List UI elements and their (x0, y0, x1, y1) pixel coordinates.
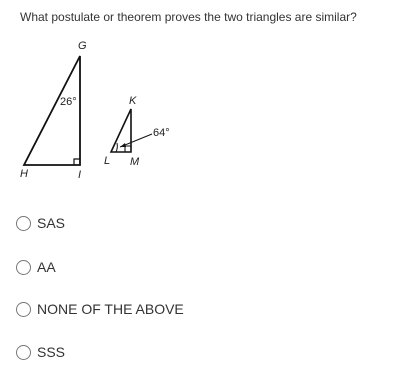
angle-label-g: 26° (60, 96, 77, 108)
radio-none-of-the-above[interactable] (16, 302, 31, 317)
radio-sss[interactable] (16, 345, 31, 360)
vertex-label-l: L (104, 155, 111, 167)
vertex-label-m: M (130, 156, 140, 168)
choice-aa[interactable] (16, 257, 56, 277)
small-triangle (104, 95, 170, 168)
large-triangle (20, 40, 87, 181)
choice-sas[interactable] (16, 213, 65, 233)
angle-arc-l (116, 143, 117, 152)
choice-label-none-of-the-above: NONE OF THE ABOVE (37, 301, 184, 317)
radio-sas[interactable] (16, 216, 31, 231)
choice-none-of-the-above[interactable] (16, 299, 184, 319)
angle-label-l: 64° (153, 127, 170, 139)
triangles-figure (0, 30, 400, 190)
vertex-label-h: H (20, 168, 28, 180)
choice-label-sas: SAS (37, 215, 66, 231)
leader-arrowhead (120, 143, 126, 147)
choice-label-sss: SSS (37, 344, 66, 360)
choice-label-aa: AA (37, 259, 56, 275)
vertex-label-g: G (78, 40, 87, 52)
vertex-label-i: I (78, 169, 82, 181)
question-text: What postulate or theorem proves the two triangles are similar? (20, 10, 357, 24)
choice-sss[interactable] (16, 342, 65, 362)
radio-aa[interactable] (16, 260, 31, 275)
vertex-label-k: K (129, 95, 137, 107)
